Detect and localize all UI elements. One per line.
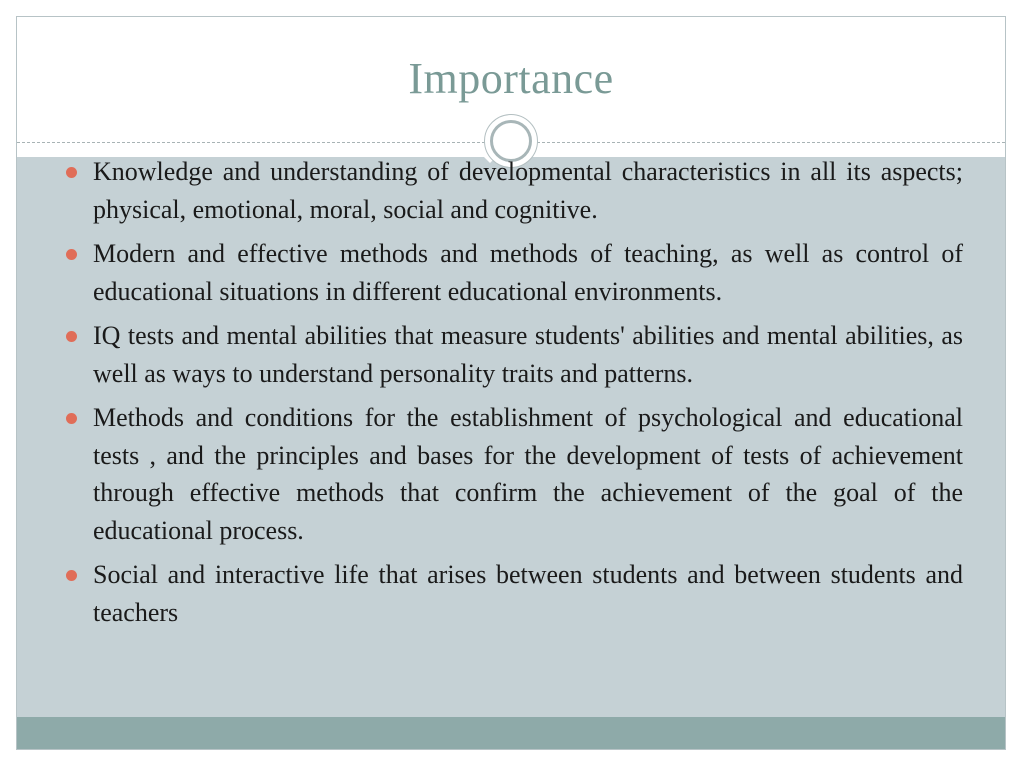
bullet-dot-icon <box>66 167 77 178</box>
bullet-text: Knowledge and understanding of developmental characteristics in all its aspects; physical, emotional, moral, social and cognitive. <box>93 157 963 224</box>
bullet-text: Social and interactive life that arises between students and between students and teachers <box>93 560 963 627</box>
bullet-text: IQ tests and mental abilities that measure students' abilities and mental abilities, as well as ways to understand personality traits and patterns. <box>93 321 963 388</box>
bullet-text: Modern and effective methods and methods of teaching, as well as control of educational situations in different educational environments. <box>93 239 963 306</box>
bullet-text: Methods and conditions for the establishment of psychological and educational tests , and the principles and bases for the development of tests of achievement through effective methods that confirm the achievement of the goal of the educational process. <box>93 403 963 545</box>
bullet-item <box>61 153 963 228</box>
bullet-dot-icon <box>66 249 77 260</box>
slide-title: Importance <box>408 54 614 103</box>
footer-bar <box>17 717 1005 750</box>
bullet-item <box>61 399 963 549</box>
bullet-item <box>61 317 963 392</box>
bullet-item <box>61 556 963 631</box>
bullet-item <box>61 235 963 310</box>
slide <box>16 16 1006 750</box>
bullet-dot-icon <box>66 570 77 581</box>
bullet-dot-icon <box>66 331 77 342</box>
bullet-list <box>61 153 963 638</box>
bullet-dot-icon <box>66 413 77 424</box>
